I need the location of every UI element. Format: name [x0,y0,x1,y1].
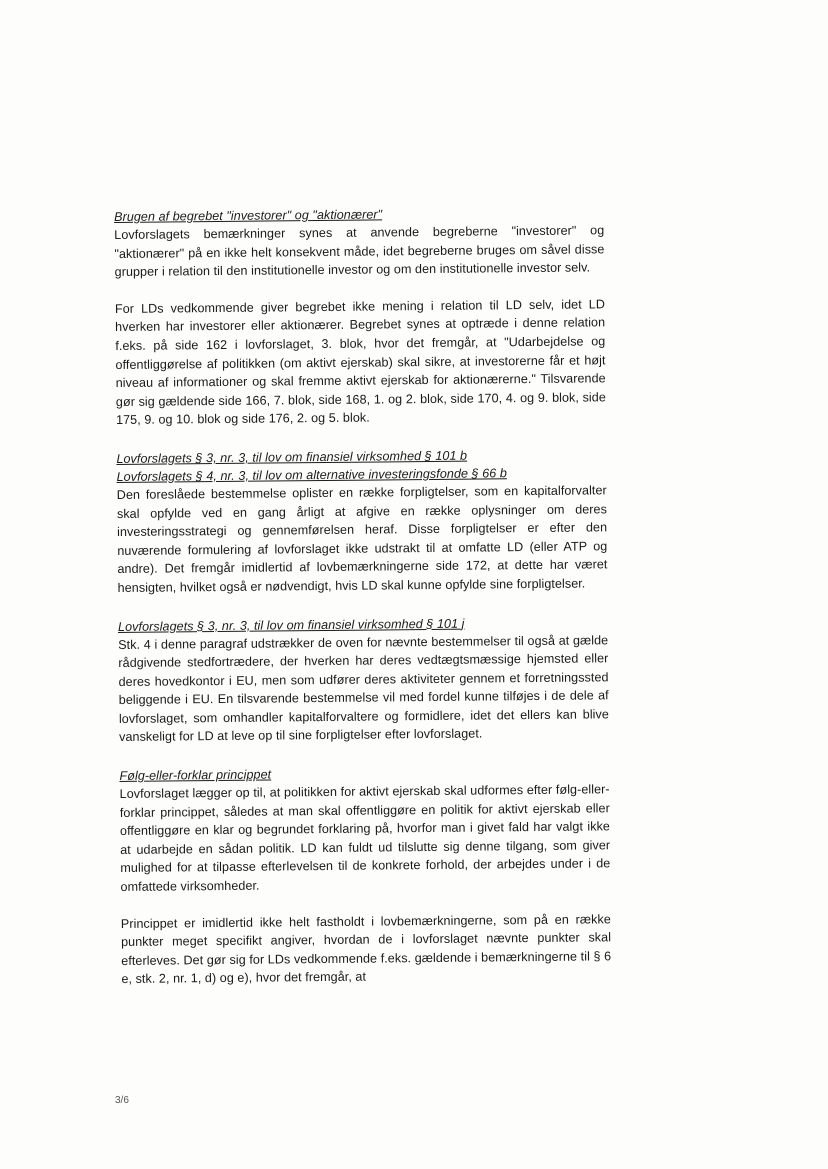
section-heading: Brugen af begrebet "investorer" og "aktionærer" [114,207,383,224]
section-heading: Følg-eller-forklar princippet [119,767,272,784]
document-body [114,203,611,989]
section-101b [116,445,607,597]
paragraph: Princippet er imidlertid ikke helt fastholdt i lovbemærkningerne, som på en række punkter meget specifikt angiver, hvordan de i lovforslaget nævnte punkter skal efterleves. Det gør sig for LDs vedkommende f.eks. gældende i bemærkningerne til § 6 e, stk. 2, nr. 1, d) og e), hvor det fremgår, at [120,911,612,987]
section-heading: Lovforslagets § 3, nr. 3, til lov om finansiel virksomhed § 101 j [117,616,465,634]
paragraph: For LDs vedkommende giver begrebet ikke mening i relation til LD selv, idet LD hverken har investorer eller aktionærer. Begrebet synes at optræde i denne relation f.eks. på side 162 i lovforslaget, 3. blok, hvor det fremgår, at "Udarbejdelse og offentliggørelse af politikken (om aktivt ejerskab) skal sikre, at investorerne får et højt niveau af informationer og skal fremme aktivt ejerskab for aktionærerne." Tilsvarende gør sig gældende side 166, 7. blok, side 168, 1. og 2. blok, side 170, 4. og 9. blok, side 175, 9. og 10. blok og side 176, 2. og 5. blok. [114,297,606,428]
section-heading: Lovforslagets § 3, nr. 3, til lov om finansiel virksomhed § 101 b [116,448,468,466]
page-number: 3/6 [115,1095,129,1106]
paragraph: Stk. 4 i denne paragraf udstrækker de oven for nævnte bestemmelser til også at gælde rådgivende stedfortrædere, der hverken har deres vedtægtsmæssige hjemsted eller deres hovedkontor i EU, men som udfører deres aktiviteter gennem et forretningssted beliggende i EU. En tilsvarende bestemmelse vil med fordel kunne tilføjes i de dele af lovforslaget, som omhandler kapitalforvaltere og formidlere, idet det ellers kan blive vanskeligt for LD at leve op til sine forpligtelser efter lovforslaget. [118,632,609,745]
paragraph: Lovforslagets bemærkninger synes at anvende begreberne "investorer" og "aktionærer" på en ikke helt konsekvent måde, idet begreberne bruges om såvel disse grupper i relation til den institutionelle investor og om den institutionelle investor selv. [114,223,605,280]
section-101j [118,613,609,747]
paragraph: Den foreslåede bestemmelse oplister en række forpligtelser, som en kapitalforvalter skal opfylde ved en gang årligt at afgive en række oplysninger om deres investeringsstrategi og gennemførelsen heraf. Disse forpligtelser er efter den nuværende formulering af lovforslaget ikke udstrakt til at omfatte LD (eller ATP og andre). Det fremgår imidlertid af lovbemærkningerne side 172, at dette har været hensigten, hvilket også er nødvendigt, hvis LD skal kunne opfylde sine forpligtelser. [116,483,608,595]
section-comply-or-explain [119,762,611,989]
section-investors [114,203,606,430]
paragraph: Lovforslaget lægger op til, at politikken for aktivt ejerskab skal udformes efter følg-eller-forklar princippet, således at man skal offentliggøre en politik for aktivt ejerskab eller offentliggøre en klar og begrundet forklaring på, hvorfor man i givet fald har valgt ikke at udarbejde en sådan politik. LD kan fuldt ud tilslutte sig denne tilgang, som giver mulighed for at tilpasse efterlevelsen til de konkrete forhold, der arbejdes under i de omfattede virksomheder. [119,782,611,894]
section-heading: Lovforslagets § 4, nr. 3, til lov om alternative investeringsfonde § 66 b [116,466,507,484]
